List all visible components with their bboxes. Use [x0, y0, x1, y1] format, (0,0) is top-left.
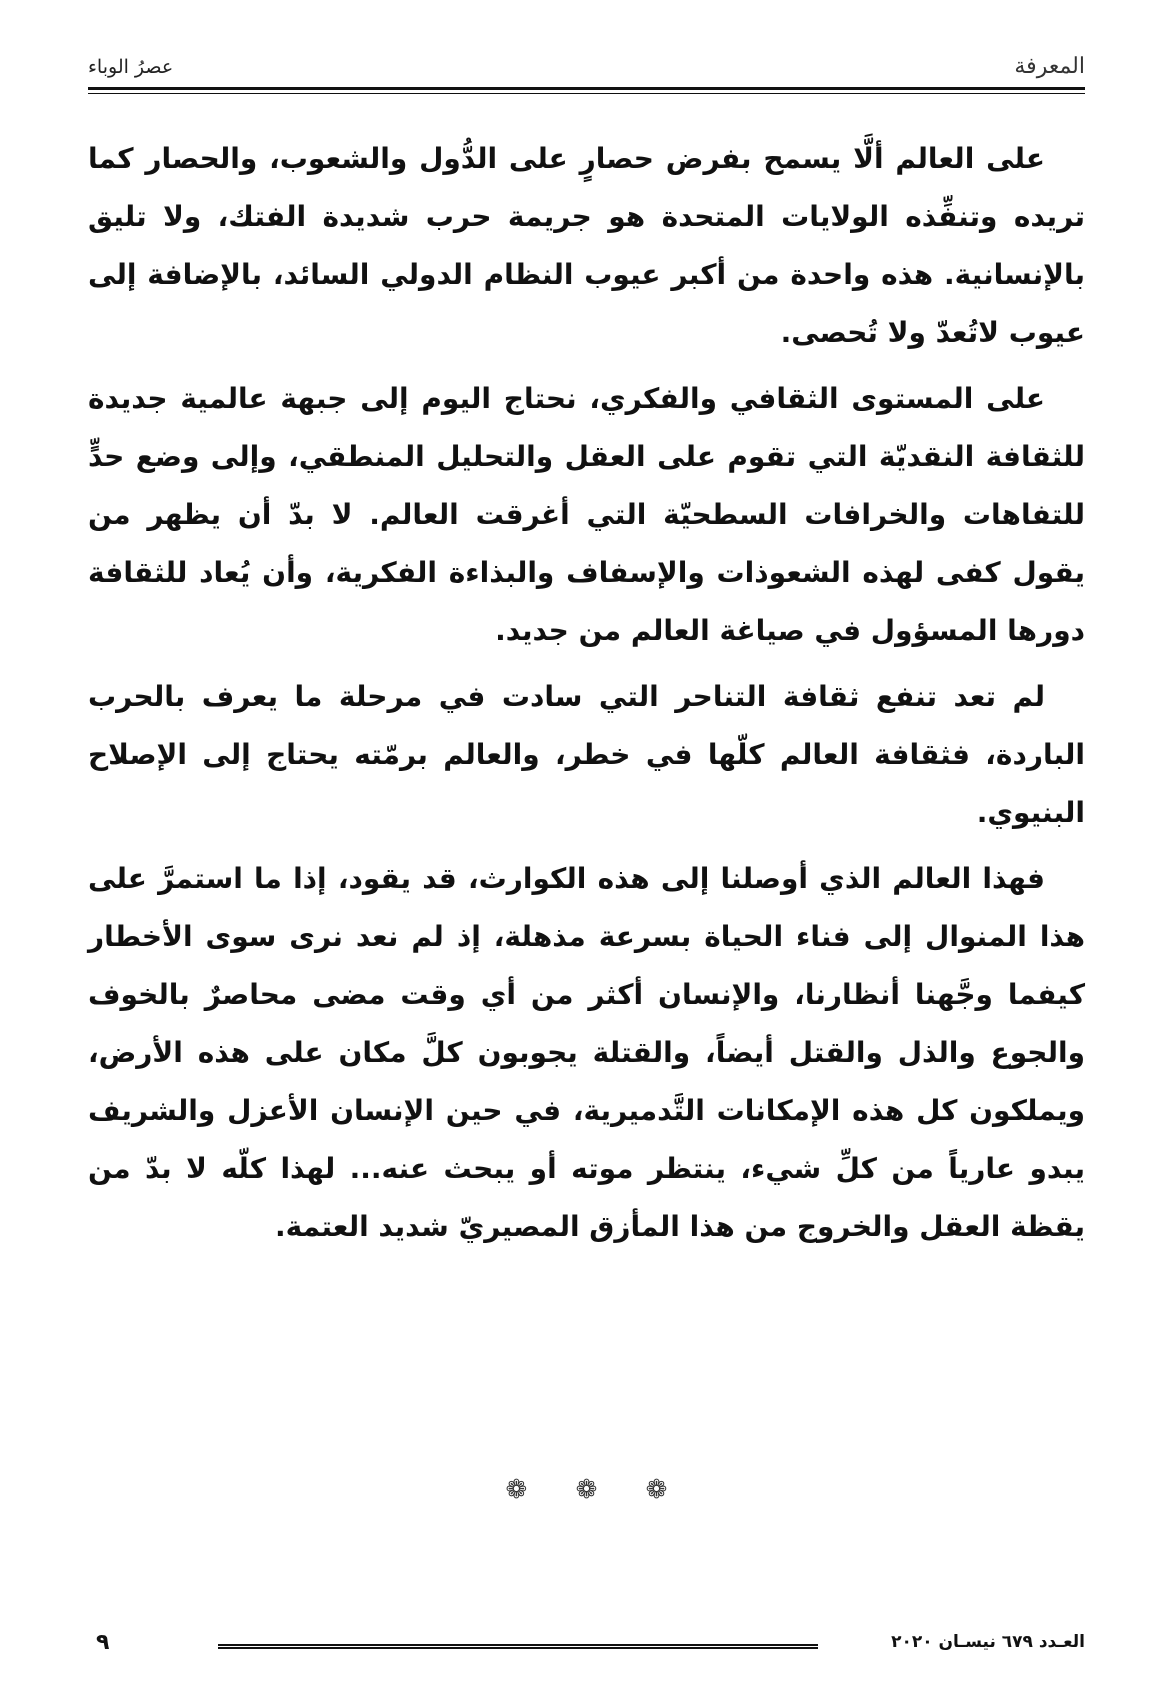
page-footer — [88, 1632, 1085, 1662]
issue-info: العـدد ٦٧٩ نيسـان ٢٠٢٠ — [891, 1632, 1085, 1652]
paragraph-4: فهذا العالم الذي أوصلنا إلى هذه الكوارث، قد يقود، إذا ما استمرَّ على هذا المنوال إلى فناء الحياة بسرعة مذهلة، إذ لم نعد نرى سوى الأخطار كيفما وجَّهنا أنظارنا، والإنسان أكثر من أي وقت مضى محاصرٌ بالخوف والجوع والذل والقتل أيضاً، والقتلة يجوبون كلَّ مكان على هذه الأرض، ويملكون كل هذه الإمكانات التَّدميرية، في حين الإنسان الأعزل والشريف يبدو عارياً من كلِّ شيء، ينتظر موته أو يبحث عنه... لهذا كلّه لا بدّ من يقظة العقل والخروج من هذا المأزق المصيريّ شديد العتمة. — [88, 862, 1085, 1243]
page-number: ٩ — [96, 1630, 110, 1655]
header-rule-thick — [88, 87, 1085, 90]
paragraph-2: على المستوى الثقافي والفكري، نحتاج اليوم إلى جبهة عالمية جديدة للثقافة النقديّة التي تقوم على العقل والتحليل المنطقي، وإلى وضع حدٍّ للتفاهات والخرافات السطحيّة التي أغرقت العالم. لا بدّ أن يظهر من يقول كفى لهذه الشعوذات والإسفاف والبذاءة الفكرية، وأن يُعاد للثقافة دورها المسؤول في صياغة العالم من جديد. — [88, 382, 1085, 647]
running-title: عصرُ الوباء — [88, 56, 174, 78]
magazine-logo: المعرفة — [1014, 54, 1085, 79]
header-rule-thin — [88, 93, 1085, 94]
flower-ornament-icon: ❁ — [575, 1475, 598, 1505]
flower-ornament-icon: ❁ — [505, 1475, 528, 1505]
paragraph-1: على العالم ألَّا يسمح بفرض حصارٍ على الدُّول والشعوب، والحصار كما تريده وتنفِّذه الولايات المتحدة هو جريمة حرب شديدة الفتك، ولا تليق بالإنسانية. هذه واحدة من أكبر عيوب النظام الدولي السائد، بالإضافة إلى عيوب لاتُعدّ ولا تُحصى. — [88, 142, 1085, 349]
article-body — [88, 130, 1085, 1264]
page-header — [88, 48, 1085, 88]
flower-ornament-icon: ❁ — [645, 1475, 668, 1505]
footer-rule — [218, 1644, 818, 1649]
paragraph-3: لم تعد تنفع ثقافة التناحر التي سادت في مرحلة ما يعرف بالحرب الباردة، فثقافة العالم كلّها في خطر، والعالم برمّته يحتاج إلى الإصلاح البنيوي. — [88, 680, 1085, 829]
section-end-ornament — [0, 1475, 1173, 1505]
